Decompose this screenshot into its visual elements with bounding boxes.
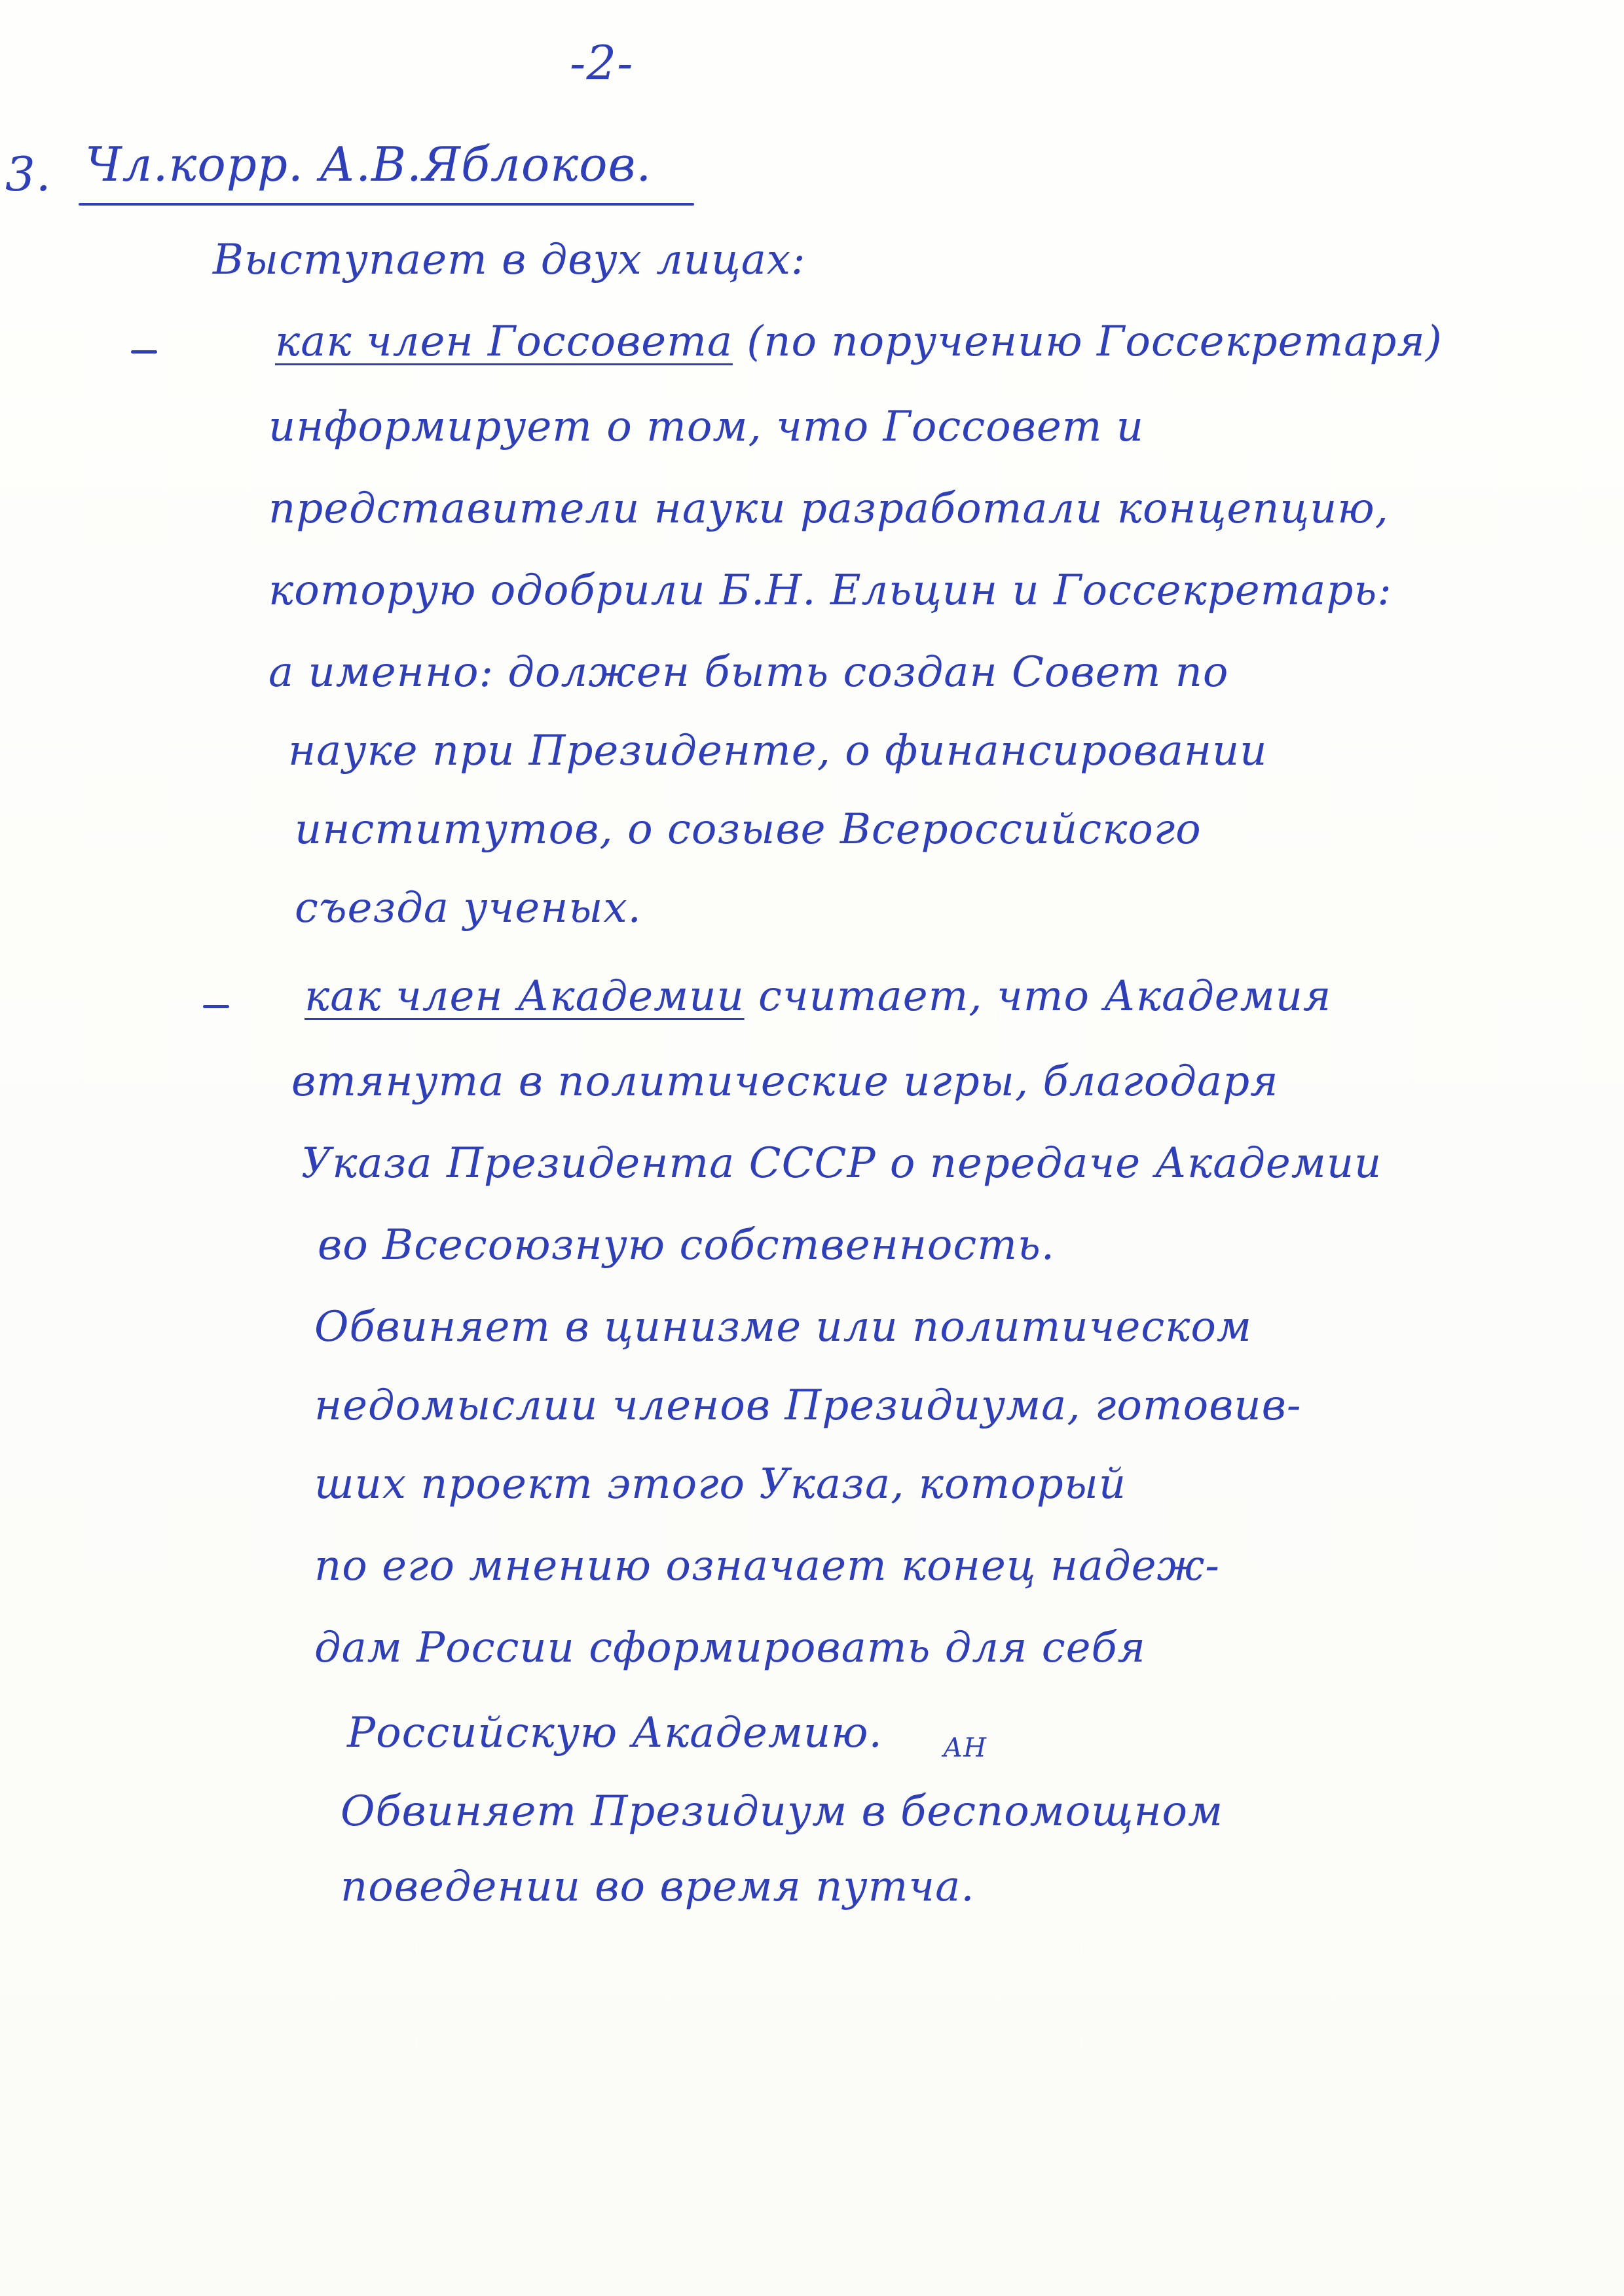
item-line <box>275 318 1443 366</box>
item-line: по его мнению означает конец надеж- <box>314 1542 1220 1590</box>
item-line: недомыслии членов Президиума, готовив- <box>314 1381 1302 1430</box>
item-line <box>304 972 1332 1021</box>
item-line: институтов, о созыве Всероссийского <box>295 805 1202 854</box>
item-line-text: Обвиняет Президиум <box>341 1787 848 1836</box>
item-line-text: считает, что Академия <box>744 972 1332 1021</box>
item-role: как член Академии <box>304 972 745 1021</box>
item-line: дам России сформировать для себя <box>314 1624 1146 1672</box>
page-number: -2- <box>570 35 634 90</box>
item-line: а именно: должен быть создан Совет по <box>268 648 1229 697</box>
item-role: как член Госсовета <box>275 318 733 366</box>
handwritten-insertion: АН <box>943 1733 987 1763</box>
item-line: ших проект этого Указа, который <box>314 1460 1127 1508</box>
item-dash <box>203 1005 229 1008</box>
item-line: втянута в политические игры, благодаря <box>291 1057 1279 1106</box>
item-line: поведении во время путча. <box>341 1863 975 1911</box>
item-line: съезда ученых. <box>295 884 642 932</box>
item-line-text: (по поручению Госсекретаря) <box>732 318 1443 366</box>
item-line: Обвиняет в цинизме или политическом <box>314 1303 1252 1351</box>
item-line: которую одобрили Б.Н. Ельцин и Госсекретарь: <box>268 566 1392 615</box>
item-line: во Всесоюзную собственность. <box>318 1221 1056 1269</box>
speaker-underline <box>79 203 694 206</box>
item-dash <box>131 350 157 354</box>
item-line: Указа Президента СССР о передаче Академии <box>301 1139 1382 1188</box>
item-line: информирует о том, что Госсовет и <box>268 403 1144 451</box>
item-line <box>341 1787 1224 1836</box>
section-number: 3. <box>5 147 52 202</box>
intro-line: Выступает в двух лицах: <box>213 236 806 284</box>
item-line-text: в беспомощном <box>847 1787 1224 1836</box>
item-line: представители науки разработали концепцию, <box>268 484 1389 533</box>
item-line: науке при Президенте, о финансировании <box>288 727 1268 775</box>
speaker-name: Чл.корр. А.В.Яблоков. <box>85 137 652 192</box>
item-line: Российскую Академию. <box>347 1709 883 1757</box>
